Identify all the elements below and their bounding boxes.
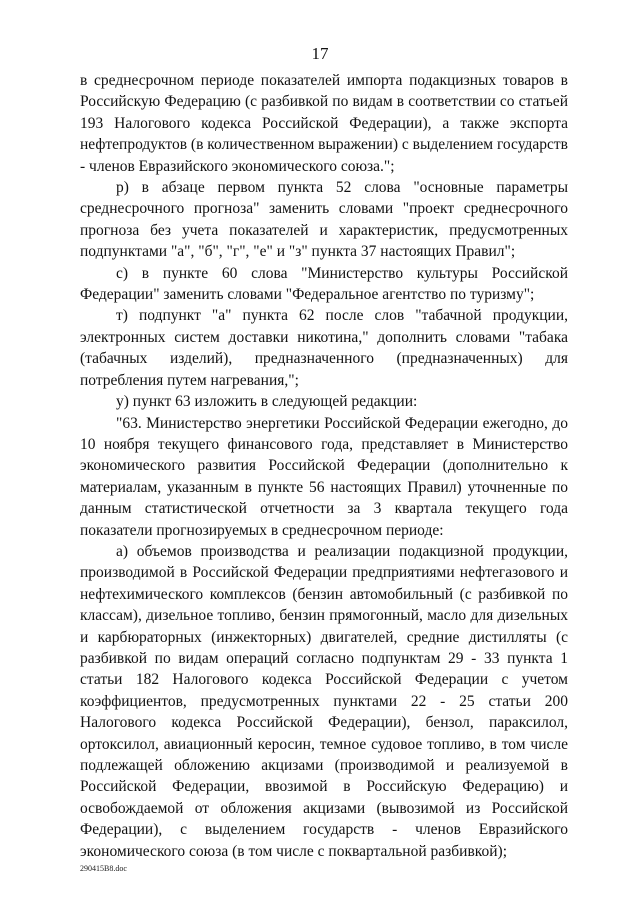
paragraph-item-r: р) в абзаце первом пункта 52 слова "основные параметры среднесрочного прогноза" заменить словами "проект среднесрочного прогноза без учета показателей и характеристик, предусмотренных подпунктами "а", "б", "г", "е" и "з" пункта 37 настоящих Правил"; (80, 179, 568, 261)
document-body (80, 70, 568, 862)
paragraph-subitem-a: а) объемов производства и реализации подакцизной продукции, производимой в Российской Федерации предприятиями нефтегазового и нефтехимического комплексов (бензин автомобильный (с разбивкой по классам), дизельное топливо, бензин прямогонный, масло для дизельных и карбюраторных (инжекторных) двигателей, средние дистилляты (с разбивкой по видам операций согласно подпунктам 29 - 33 пункта 1 статьи 182 Налогового кодекса Российской Федерации с учетом коэффициентов, предусмотренных пунктами 22 - 25 статьи 200 Налогового кодекса Российской Федерации), бензол, параксилол, ортоксилол, авиационный керосин, темное судовое топливо, в том числе подлежащей обложению акцизами (производимой и реализуемой в Российской Федерации, ввозимой в Российскую Федерацию) и освобождаемой от обложения акцизами (вывозимой из Российской Федерации), с выделением государств - членов Евразийского экономического союза (в том числе с поквартальной разбивкой); (80, 542, 568, 860)
paragraph-item-u: у) пункт 63 изложить в следующей редакции: (116, 393, 418, 411)
footer-file-code: 290415B8.doc (80, 864, 127, 873)
paragraph-continuation: в среднесрочном периоде показателей импорта подакцизных товаров в Российскую Федерацию (с разбивкой по видам в соответствии со статьей 193 Налогового кодекса Российской Федерации), а также экспорта нефтепродуктов (в количественном выражении) с выделением государств - членов Евразийского экономического союза."; (80, 72, 568, 175)
paragraph-item-s: с) в пункте 60 слова "Министерство культуры Российской Федерации" заменить словами "Федеральное агентство по туризму"; (80, 264, 568, 304)
page-number: 17 (311, 44, 329, 63)
paragraph-clause-63: "63. Министерство энергетики Российской Федерации ежегодно, до 10 ноября текущего финансового года, представляет в Министерство экономического развития Российской Федерации (дополнительно к материалам, указанным в пункте 56 настоящих Правил) уточненные по данным статистической отчетности за 3 квартала текущего года показатели прогнозируемых в среднесрочном периоде: (80, 414, 568, 539)
paragraph-item-t: т) подпункт "а" пункта 62 после слов "табачной продукции, электронных систем доставки никотина," дополнить словами "табака (табачных изделий), предназначенного (предназначенных) для потребления путем нагревания,"; (80, 307, 568, 389)
